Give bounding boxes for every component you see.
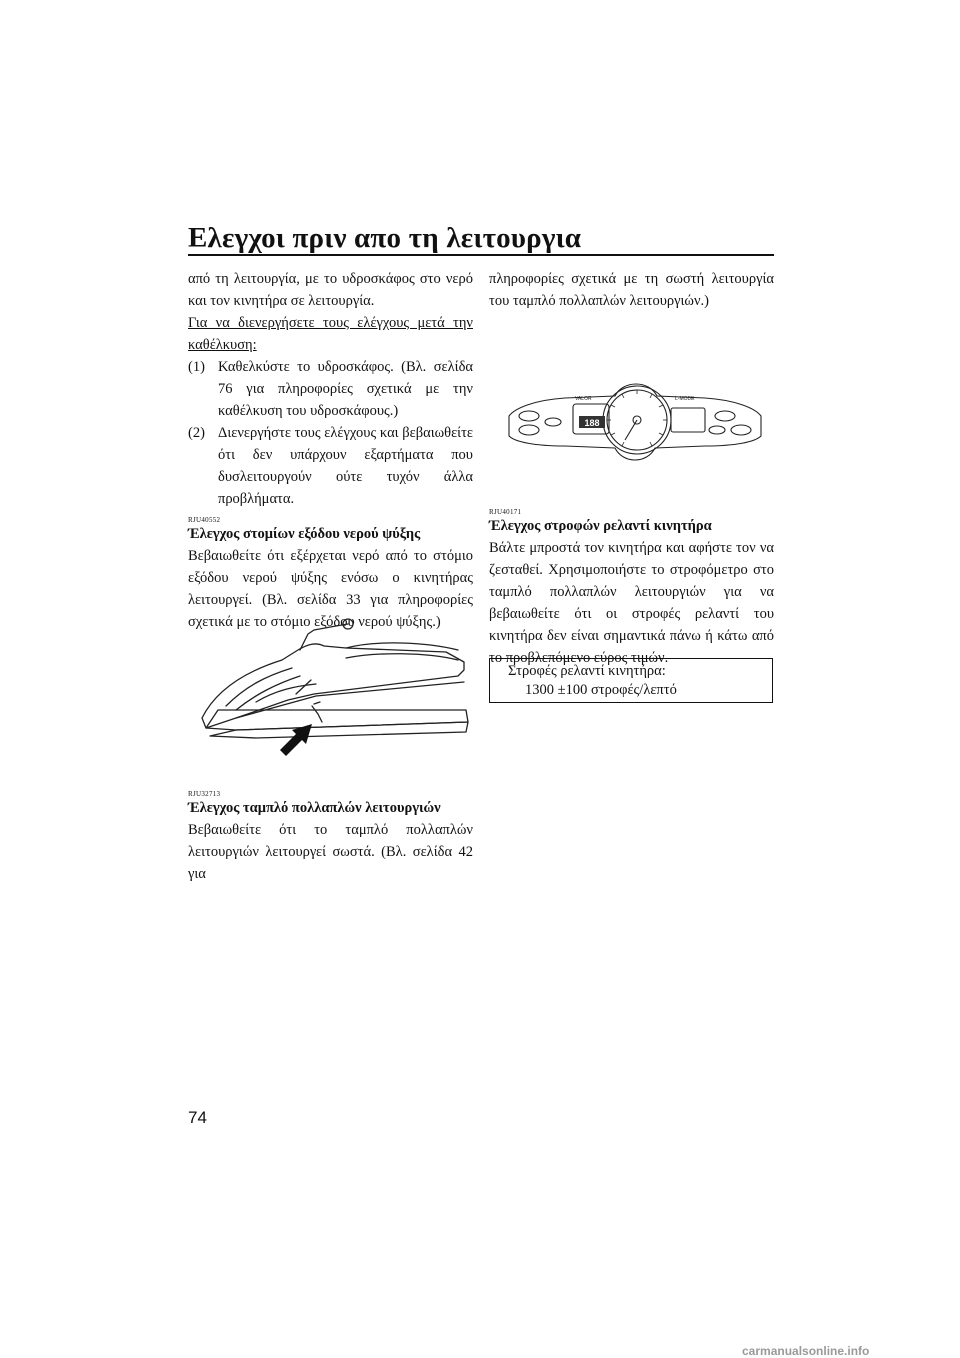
section-code: RJU40171: [489, 508, 522, 516]
watermark: carmanualsonline.info: [742, 1344, 870, 1358]
panel-digits: 188: [584, 418, 600, 428]
panel-text: Βεβαιωθείτε ότι το ταμπλό πολλαπλών λειτουργιών λειτουργεί σωστά. (Βλ. σελίδα 42 για: [188, 822, 473, 882]
right-column-lower: [489, 508, 774, 669]
watercraft-illustration: [196, 610, 471, 790]
cooling-text: Βεβαιωθείτε ότι εξέρχεται νερό από το στόμιο εξόδου νερού ψύξης ενόσω ο κινητήρας λειτουργεί. (Βλ. σελίδα 33 για πληροφορίες σχετικά με το στόμιο εξόδου νερού ψύξης.): [188, 548, 473, 630]
section-heading-cooling: Έλεγχος στομίων εξόδου νερού ψύξης: [188, 526, 421, 542]
panel-right-label: L-MODE: [675, 396, 695, 402]
section-heading-panel: Έλεγχος ταμπλό πολλαπλών λειτουργιών: [188, 800, 441, 816]
idle-spec-box: [489, 658, 773, 703]
section-code: RJU40552: [188, 516, 221, 524]
spec-value: 1300 ±100 στροφές/λεπτό: [525, 682, 677, 698]
after-launch-heading: Για να διενεργήσετε τους ελέγχους μετά την καθέλκυση:: [188, 315, 473, 353]
left-column-lower: [188, 790, 473, 885]
multifunction-panel-illustration: [505, 372, 765, 472]
header-rule: [188, 254, 774, 256]
section-heading-idle: Έλεγχος στροφών ρελαντί κινητήρα: [489, 518, 712, 534]
panel-continued-text: πληροφορίες σχετικά με τη σωστή λειτουργία του ταμπλό πολλαπλών λειτουργιών.): [489, 271, 774, 309]
section-code: RJU32713: [188, 790, 221, 798]
step-number: (2): [188, 425, 205, 441]
steps-list: [188, 356, 473, 510]
step-text: Διενεργήστε τους ελέγχους και βεβαιωθείτε ότι δεν υπάρχουν εξαρτήματα που δυσλειτουργούν ούτε τυχόν άλλα προβλήματα.: [218, 425, 473, 507]
left-column: [188, 268, 473, 633]
idle-text: Βάλτε μπροστά τον κινητήρα και αφήστε τον να ζεσταθεί. Χρησιμοποιήστε το στροφόμετρο στο ταμπλό πολλαπλών λειτουργιών για να βεβαιωθείτε ότι οι στροφές ρελαντί του κινητήρα δεν είναι σημαντικά πάνω ή κάτω από το προβλεπόμενο εύρος τιμών.: [489, 540, 774, 666]
page-number: 74: [188, 1108, 207, 1127]
page-title: Ελεγχοι πριν απο τη λειτουργια: [188, 222, 582, 254]
spec-label: Στροφές ρελαντί κινητήρα:: [508, 663, 666, 679]
panel-left-label: VALOR: [575, 396, 592, 402]
list-item: [188, 356, 473, 422]
list-item: [188, 422, 473, 510]
step-text: Καθελκύστε το υδροσκάφος. (Βλ. σελίδα 76 για πληροφορίες σχετικά με την καθέλκυση του υδροσκάφους.): [218, 359, 473, 419]
right-column: [489, 268, 774, 312]
intro-text: από τη λειτουργία, με το υδροσκάφος στο νερό και τον κινητήρα σε λειτουργία.: [188, 271, 473, 309]
step-number: (1): [188, 359, 205, 375]
